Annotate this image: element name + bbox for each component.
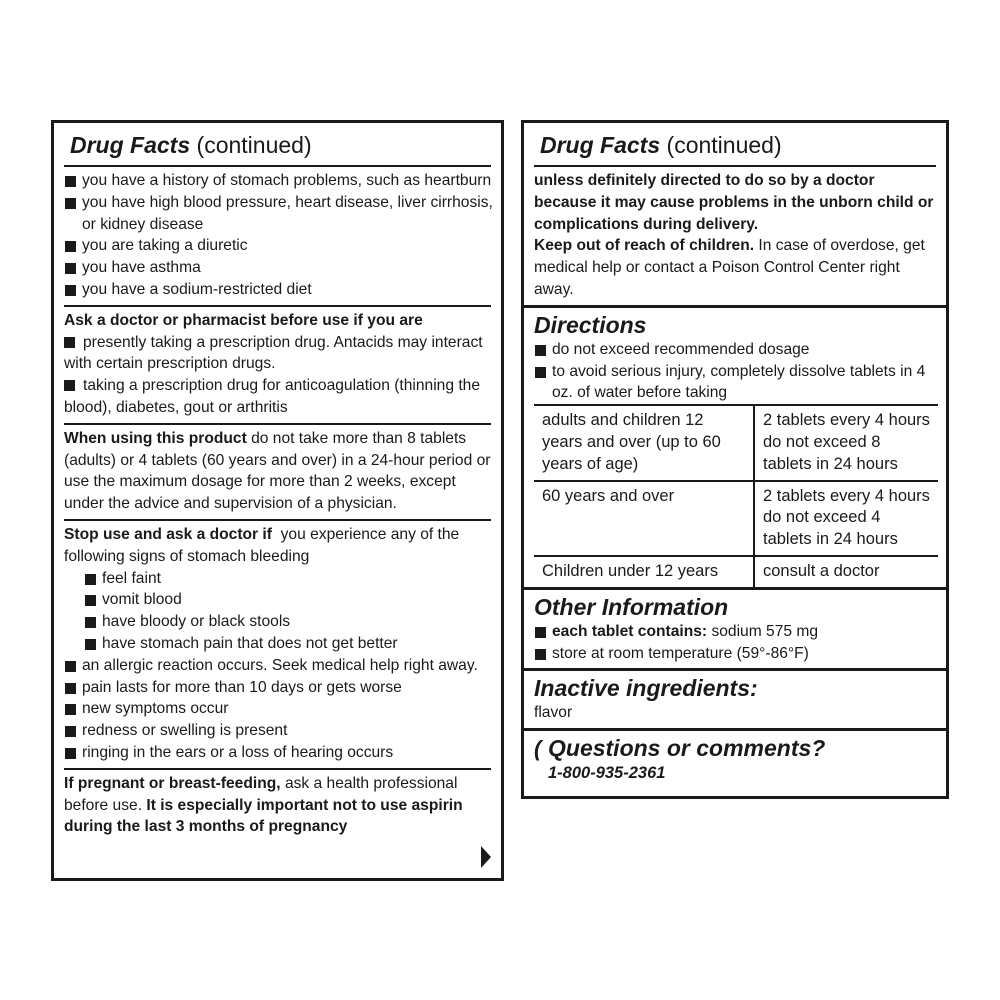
ask-doctor-section (54, 307, 501, 423)
dosage-table (534, 404, 938, 587)
inactive-ingredients-title: Inactive ingredients: (534, 675, 758, 702)
phone-icon: ( (534, 736, 542, 762)
continued-arrow-icon (481, 846, 491, 868)
dose-cell: 2 tablets every 4 hours do not exceed 8 tablets in 24 hours (754, 405, 938, 480)
section-emphasis: It is especially important not to use aspirin during the last 3 months of pregnancy (64, 796, 463, 836)
table-row (534, 481, 938, 556)
list-item: you are taking a diuretic (64, 235, 493, 257)
age-cell: adults and children 12 years and over (up to 60 years of age) (534, 405, 754, 480)
age-cell: 60 years and over (534, 481, 754, 556)
section-heading: If pregnant or breast-feeding, (64, 774, 281, 792)
questions-title: ( Questions or comments? (534, 735, 826, 762)
section-text: you experience any of the following signs of stomach bleeding (64, 525, 464, 565)
bullet-icon (64, 380, 75, 391)
section-heading: Ask a doctor or pharmacist before use if you are (64, 311, 423, 329)
list-item: presently taking a prescription drug. Antacids may interact with certain prescription drugs. (64, 333, 483, 373)
list-item: pain lasts for more than 10 days or gets worse (64, 677, 493, 699)
section-heading: Stop use and ask a doctor if (64, 525, 272, 543)
list-item: store at room temperature (59°-86°F) (534, 643, 938, 665)
list-item: ringing in the ears or a loss of hearing occurs (64, 742, 493, 764)
inactive-ingredients-section (524, 671, 946, 728)
directions-title: Directions (534, 311, 647, 338)
list-item: taking a prescription drug for anticoagulation (thinning the blood), diabetes, gout or arthritis (64, 377, 481, 416)
list-item: new symptoms occur (64, 698, 493, 720)
panel-header (54, 123, 501, 165)
table-row (534, 405, 938, 480)
stop-use-section (54, 521, 501, 768)
panel-header (524, 123, 946, 165)
list-item: feel faint (84, 568, 493, 590)
list-item: you have asthma (64, 257, 493, 279)
list-item: to avoid serious injury, completely dissolve tablets in 4 oz. of water before taking (534, 361, 938, 405)
phone-number[interactable]: 1-800-935-2361 (548, 764, 666, 783)
list-item: you have high blood pressure, heart disease, liver cirrhosis, or kidney disease (64, 192, 493, 236)
header-continued: (continued) (190, 132, 312, 158)
header-title: Drug Facts (540, 132, 661, 158)
warnings-section (54, 167, 501, 305)
list-item: do not exceed recommended dosage (534, 339, 938, 361)
list-item: have bloody or black stools (84, 611, 493, 633)
pregnancy-continued-section (524, 167, 946, 305)
drug-facts-panel-left (51, 120, 504, 881)
other-information-section (524, 590, 946, 669)
drug-facts-panel-right (521, 120, 949, 799)
section-text: ask a health professional before use. (64, 774, 458, 814)
list-item: have stomach pain that does not get better (84, 633, 493, 655)
bullet-icon (64, 337, 75, 348)
warning-text: unless definitely directed to do so by a doctor because it may cause problems in the unborn child or complications during delivery. (534, 172, 934, 233)
questions-section (524, 731, 946, 789)
keep-out-heading: Keep out of reach of children. (534, 237, 755, 255)
header-continued: (continued) (660, 132, 782, 158)
pregnancy-section (54, 770, 501, 842)
keep-out-text: In case of overdose, get medical help or contact a Poison Control Center right away. (534, 237, 925, 298)
list-item: you have a history of stomach problems, such as heartburn (64, 170, 493, 192)
table-row (534, 556, 938, 587)
section-heading: When using this product (64, 429, 247, 447)
directions-section (524, 308, 946, 587)
dose-cell: consult a doctor (754, 556, 938, 587)
age-cell: Children under 12 years (534, 556, 754, 587)
list-item: vomit blood (84, 589, 493, 611)
list-item: each tablet contains: sodium 575 mg (534, 621, 938, 643)
list-item: redness or swelling is present (64, 720, 493, 742)
list-item: an allergic reaction occurs. Seek medical help right away. (64, 655, 493, 677)
inactive-ingredients-text: flavor (534, 704, 573, 722)
header-title: Drug Facts (70, 132, 191, 158)
other-information-title: Other Information (534, 593, 729, 620)
dose-cell: 2 tablets every 4 hours do not exceed 4 tablets in 24 hours (754, 481, 938, 556)
when-using-section (54, 425, 501, 519)
section-text: do not take more than 8 tablets (adults) or 4 tablets (60 years and over) in a 24-hour period or use the maximum dosage for more than 2 weeks, except under the advice and supervision of a physician. (64, 429, 491, 513)
list-item: you have a sodium-restricted diet (64, 279, 493, 301)
